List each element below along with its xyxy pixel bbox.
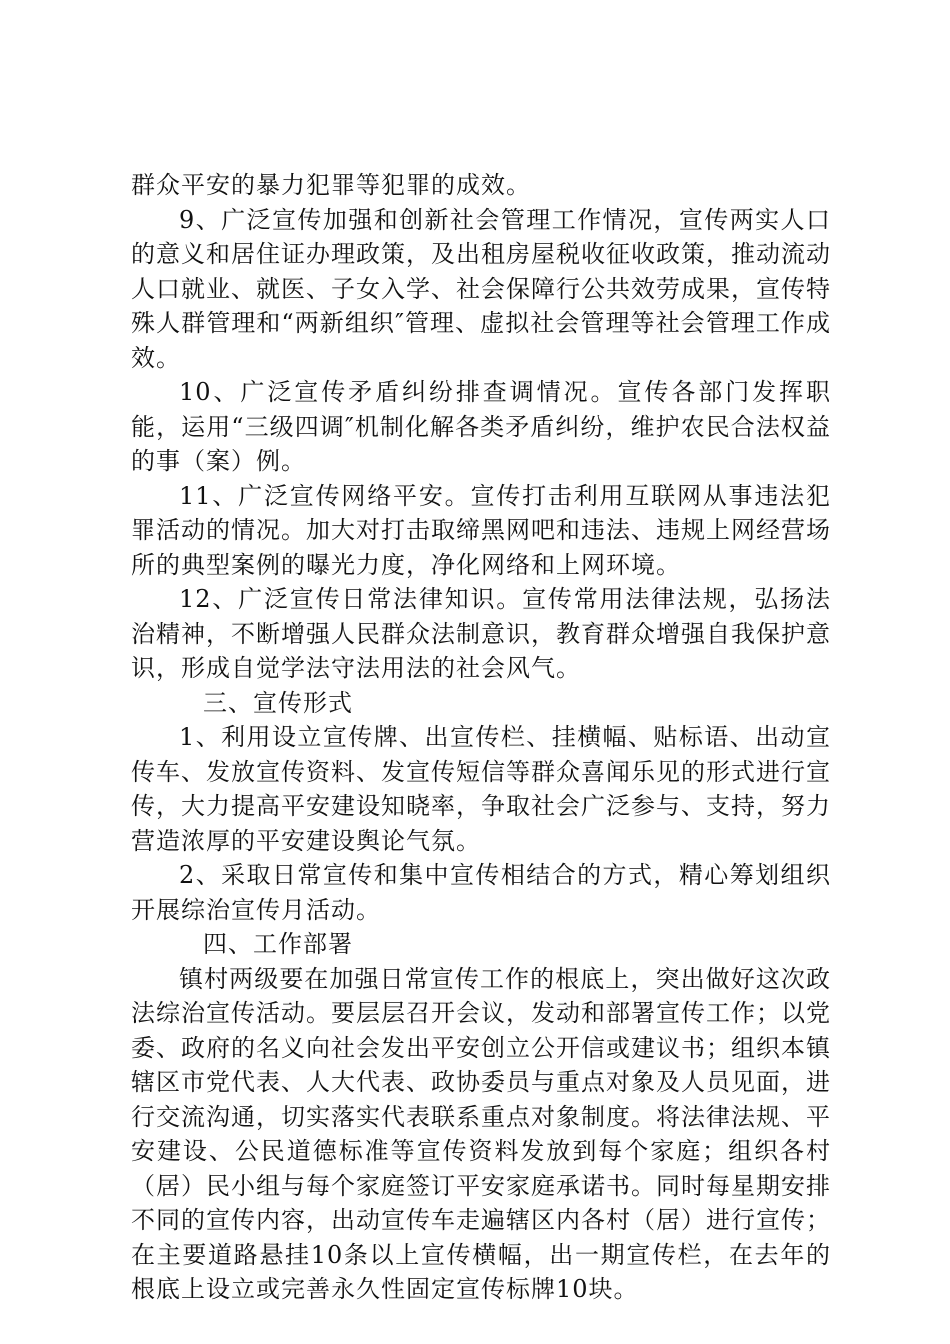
document-body bbox=[131, 168, 831, 1307]
section-heading-4: 四、工作部署 bbox=[203, 930, 353, 958]
paragraph-item-11: 11、广泛宣传网络平安。宣传打击利用互联网从事违法犯罪活动的情况。加大对打击取缔黑网吧和违法、违规上网经营场所的典型案例的曝光力度，净化网络和上网环境。 bbox=[131, 481, 831, 579]
section-heading-3: 三、宣传形式 bbox=[203, 688, 353, 717]
paragraph-item-12: 12、广泛宣传日常法律知识。宣传常用法律法规，弘扬法治精神，不断增强人民群众法制意识，教育群众增强自我保护意识，形成自觉学法守法用法的社会风气。 bbox=[131, 585, 831, 682]
paragraph-form-2: 2、采取日常宣传和集中宣传相结合的方式，精心筹划组织开展综治宣传月活动。 bbox=[131, 861, 831, 924]
paragraph-item-9: 9、广泛宣传加强和创新社会管理工作情况，宣传两实人口的意义和居住证办理政策，及出租房屋税收征收政策，推动流动人口就业、就医、子女入学、社会保障行公共效劳成果，宣传特殊人群管理和“两新组织″管理、虚拟社会管理等社会管理工作成效。 bbox=[131, 205, 831, 372]
paragraph-form-1: 1、利用设立宣传牌、出宣传栏、挂横幅、贴标语、出动宣传车、发放宣传资料、发宣传短信等群众喜闻乐见的形式进行宣传，大力提高平安建设知晓率，争取社会广泛参与、支持，努力营造浓厚的平安建设舆论气氛。 bbox=[131, 723, 831, 855]
paragraph-deployment: 镇村两级要在加强日常宣传工作的根底上，突出做好这次政法综治宣传活动。要层层召开会议，发动和部署宣传工作；以党委、政府的名义向社会发出平安创立公开信或建议书；组织本镇辖区市党代表、人大代表、政协委员与重点对象及人员见面，进行交流沟通，切实落实代表联系重点对象制度。将法律法规、平安建设、公民道德标准等宣传资料发放到每个家庭；组织各村（居）民小组与每个家庭签订平安家庭承诺书。同时每星期安排不同的宣传内容，出动宣传车走遍辖区内各村（居）进行宣传；在主要道路悬挂10条以上宣传横幅，出一期宣传栏，在去年的根底上设立或完善永久性固定宣传标牌10块。 bbox=[131, 964, 831, 1303]
paragraph-continuation: 群众平安的暴力犯罪等犯罪的成效。 bbox=[131, 171, 531, 199]
paragraph-item-10: 10、广泛宣传矛盾纠纷排查调情况。宣传各部门发挥职能，运用“三级四调″机制化解各类矛盾纠纷，维护农民合法权益的事（案）例。 bbox=[131, 378, 831, 475]
